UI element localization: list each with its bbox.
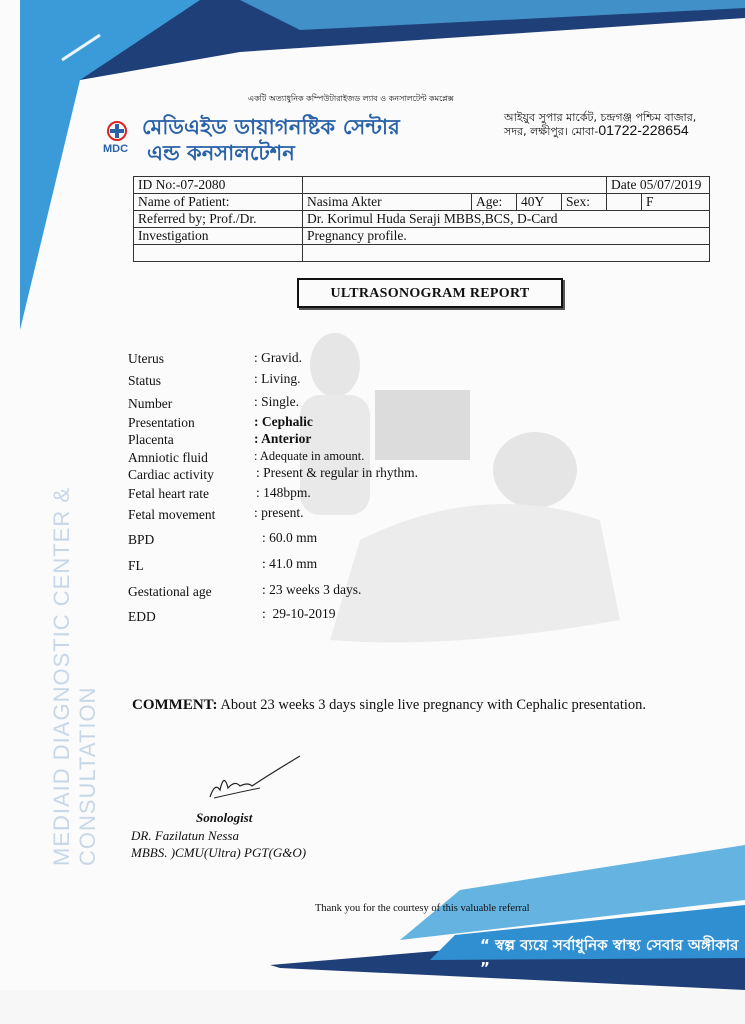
empty-cell	[303, 245, 710, 262]
finding-value: : Adequate in amount.	[254, 449, 365, 463]
finding-label: FL	[128, 558, 144, 573]
referred-label: Referred by; Prof./Dr.	[134, 211, 303, 228]
footer-white-strip	[0, 990, 745, 1024]
finding-label: Presentation	[128, 415, 195, 430]
finding-label: EDD	[128, 609, 156, 624]
finding-label: Placenta	[128, 432, 174, 447]
table-row	[134, 211, 710, 228]
patient-name: Nasima Akter	[303, 194, 472, 211]
comment	[132, 697, 646, 714]
table-row	[134, 177, 710, 194]
finding-value: : Cephalic	[254, 414, 313, 429]
comment-text: About 23 weeks 3 days single live pregnancy with Cephalic presentation.	[220, 697, 647, 713]
address-line-2	[504, 122, 689, 142]
investigation-label: Investigation	[134, 228, 303, 245]
finding-label: BPD	[128, 532, 155, 547]
side-watermark: MEDIAID DIAGNOSTIC CENTER & CONSULTATION	[49, 486, 100, 866]
empty-cell	[134, 245, 303, 262]
address-line-1: আইয়ুব সুপার মার্কেট, চন্দ্রগঞ্জ পশ্চিম বাজার,	[504, 111, 697, 124]
finding-value: : Gravid.	[254, 350, 302, 365]
finding-value: : 148bpm.	[256, 485, 311, 500]
signature-role: Sonologist	[196, 810, 253, 825]
name-label: Name of Patient:	[134, 194, 303, 211]
signature-name: DR. Fazilatun Nessa	[131, 828, 239, 843]
patient-id: ID No:-07-2080	[134, 177, 303, 194]
center-name: মেডিএইড ডায়াগনষ্টিক সেন্টার	[142, 115, 400, 139]
finding-value: : Anterior	[254, 431, 312, 446]
finding-value: : 29-10-2019	[262, 606, 336, 621]
report-date: Date 05/07/2019	[607, 177, 710, 194]
finding-label: Number	[128, 396, 173, 411]
finding-label: Gestational age	[128, 584, 212, 599]
patient-age: 40Y	[517, 194, 562, 211]
finding-value: : 23 weeks 3 days.	[262, 582, 362, 597]
spacer-cell	[607, 194, 642, 211]
finding-value: : Single.	[254, 394, 300, 409]
thanks-note: Thank you for the courtesy of this valuable referral	[315, 903, 530, 914]
table-row	[134, 228, 710, 245]
slogan: “ স্বল্প ব্যয়ে সর্বাধুনিক স্বাস্থ্য সেবার অঙ্গীকার ”	[480, 936, 739, 977]
tagline: একটি অত্যাধুনিক কম্পিউটারাইজড ল্যাব ও কনসালটেন্ট কমপ্লেক্স	[248, 94, 454, 103]
logo-text: MDC	[103, 143, 129, 155]
report-title: ULTRASONOGRAM REPORT	[297, 278, 563, 308]
table-row	[134, 245, 710, 262]
investigation: Pregnancy profile.	[303, 228, 710, 245]
phone-number: 01722-228654	[598, 122, 689, 138]
finding-value: : present.	[254, 505, 304, 520]
finding-label: Status	[128, 373, 162, 388]
referred-by: Dr. Korimul Huda Seraji MBBS,BCS, D-Card	[303, 211, 710, 228]
age-label: Age:	[472, 194, 517, 211]
patient-sex: F	[642, 194, 710, 211]
sex-label: Sex:	[562, 194, 607, 211]
signature-qualification: MBBS. )CMU(Ultra) PGT(G&O)	[131, 845, 307, 860]
signature-icon	[200, 752, 310, 802]
finding-value: : Living.	[254, 371, 301, 386]
empty-cell	[303, 177, 607, 194]
comment-label: COMMENT:	[132, 697, 218, 713]
finding-label: Fetal movement	[128, 507, 216, 522]
patient-info-table	[133, 176, 710, 262]
logo-icon	[104, 120, 130, 142]
finding-label: Fetal heart rate	[128, 486, 209, 501]
center-name-subtitle: এন্ড কনসালটেশন	[147, 141, 295, 165]
finding-value: : 60.0 mm	[262, 530, 318, 545]
finding-label: Cardiac activity	[128, 467, 214, 482]
finding-value: : 41.0 mm	[262, 556, 318, 571]
finding-label: Amniotic fluid	[128, 450, 208, 465]
finding-label: Uterus	[128, 351, 164, 366]
finding-value: : Present & regular in rhythm.	[256, 465, 418, 480]
table-row	[134, 194, 710, 211]
address-prefix: সদর, লক্ষীপুর। মোবা-	[504, 125, 599, 138]
